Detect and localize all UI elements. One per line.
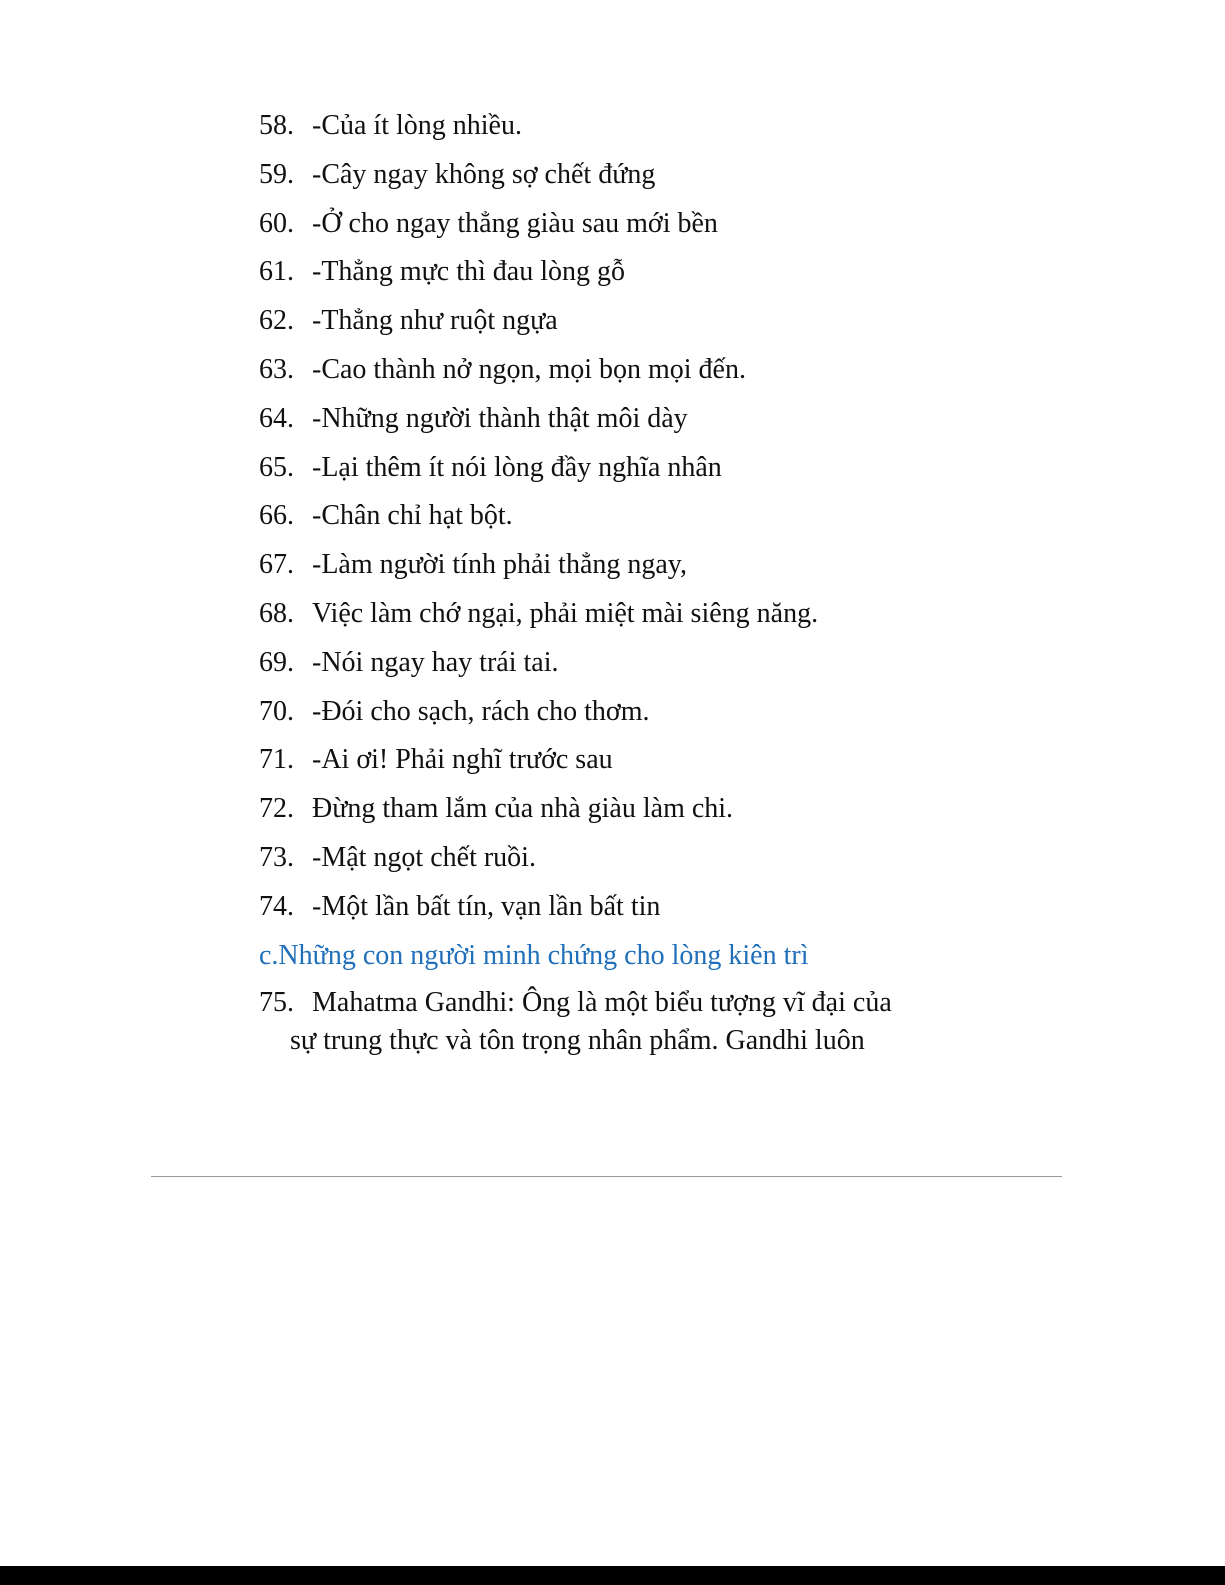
list-item	[259, 641, 979, 690]
list-item	[259, 348, 979, 397]
item-text: -Mật ngọt chết ruồi.	[312, 841, 536, 873]
item-number: 66.	[259, 500, 294, 532]
item-number: 71.	[259, 744, 294, 776]
list-item	[259, 153, 979, 202]
item-text: -Một lần bất tín, vạn lần bất tin	[312, 890, 661, 922]
list-item	[259, 250, 979, 299]
page-content	[259, 104, 979, 1060]
item-text: -Của ít lòng nhiều.	[312, 110, 522, 141]
page-divider	[151, 1176, 1062, 1177]
list-item	[259, 885, 979, 934]
item-number: 64.	[259, 402, 294, 434]
item-number: 69.	[259, 646, 294, 678]
list-item	[259, 690, 979, 739]
item-text: -Thẳng mực thì đau lòng gỗ	[312, 256, 626, 288]
list-item	[259, 836, 979, 885]
item-text: -Làm người tính phải thẳng ngay,	[312, 549, 687, 581]
item-text: -Đói cho sạch, rách cho thơm.	[312, 695, 650, 727]
item-text: Việc làm chớ ngại, phải miệt mài siêng năng.	[312, 597, 819, 629]
item-text: -Nói ngay hay trái tai.	[312, 646, 559, 678]
item-number: 70.	[259, 695, 294, 727]
item-text: -Ai ơi! Phải nghĩ trước sau	[312, 744, 613, 776]
list-item	[259, 543, 979, 592]
item-number: 68.	[259, 597, 294, 629]
item-text: Mahatma Gandhi: Ông là một biểu tượng vĩ đại của	[312, 986, 892, 1018]
item-number: 65.	[259, 451, 294, 483]
item-75-first-line	[259, 984, 979, 1022]
item-text: -Lại thêm ít nói lòng đầy nghĩa nhân	[312, 451, 722, 483]
list-item	[259, 446, 979, 495]
list-item	[259, 592, 979, 641]
item-number: 72.	[259, 793, 294, 825]
item-text: -Cao thành nở ngọn, mọi bọn mọi đến.	[312, 353, 746, 385]
item-number: 73.	[259, 841, 294, 873]
list-item	[259, 202, 979, 251]
item-75-continuation-line: sự trung thực và tôn trọng nhân phẩm. Gandhi luôn	[290, 1024, 865, 1056]
item-text: -Những người thành thật môi dày	[312, 402, 688, 434]
list-item	[259, 299, 979, 348]
item-number: 58.	[259, 110, 294, 141]
item-number: 74.	[259, 890, 294, 922]
list-item	[259, 787, 979, 836]
page-bottom-edge	[0, 1566, 1225, 1585]
item-text: -Cây ngay không sợ chết đứng	[312, 158, 656, 190]
item-text: -Thẳng như ruột ngựa	[312, 305, 558, 337]
item-number: 75.	[259, 986, 294, 1018]
list-item	[259, 494, 979, 543]
section-heading: c.Những con người minh chứng cho lòng kiên trì	[259, 939, 809, 971]
item-number: 60.	[259, 207, 294, 239]
item-number: 67.	[259, 549, 294, 581]
item-text: -Ở cho ngay thẳng giàu sau mới bền	[312, 207, 718, 239]
list-item-75	[259, 984, 979, 1060]
item-text: Đừng tham lắm của nhà giàu làm chi.	[312, 793, 734, 825]
list-item	[259, 104, 979, 153]
item-number: 63.	[259, 353, 294, 385]
item-number: 61.	[259, 256, 294, 288]
item-number: 62.	[259, 305, 294, 337]
list-item	[259, 397, 979, 446]
item-number: 59.	[259, 158, 294, 190]
item-text: -Chân chỉ hạt bột.	[312, 500, 513, 532]
list-item	[259, 738, 979, 787]
